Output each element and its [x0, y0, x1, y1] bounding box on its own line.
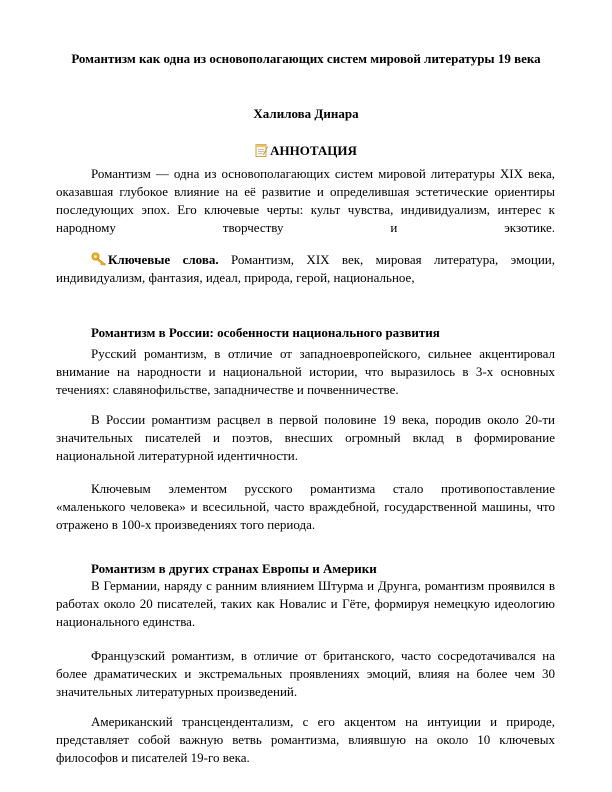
annotation-heading-text: АННОТАЦИЯ	[270, 143, 357, 158]
keywords-list: Романтизм, XIX век, мировая литература, эмоции, индивидуализм, фантазия, идеал, природа, герой, национальное,	[56, 252, 555, 285]
section-europe-paragraph-3: Американский трансцендентализм, с его акцентом на интуиции и природе, представляет собой важную ветвь романтизма, влиявшую на около 10 ключевых философов и писателей 19-го века.	[56, 714, 555, 765]
section-heading-russia: Романтизм в России: особенности национального развития	[91, 325, 440, 340]
section-europe-paragraph-2: Французский романтизм, в отличие от британского, часто сосредотачивался на более драматических и экстремальных проявлениях эмоций, влияя на более чем 30 значительных литературных произведений.	[56, 648, 555, 699]
memo-icon	[255, 143, 268, 157]
section-heading-europe-america: Романтизм в других странах Европы и Америки	[91, 561, 377, 576]
annotation-text: Романтизм — одна из основополагающих систем мировой литературы XIX века, оказавшая глубокое влияние на её развитие и определившая эстетические ориентиры последующих эпох. Его ключевые черты: культ чувства, индивидуализм, интерес к народному творчеству и экзотике.	[56, 166, 555, 235]
key-icon	[91, 252, 107, 266]
paper-title: Романтизм как одна из основополагающих систем мировой литературы 19 века	[71, 51, 541, 66]
keywords-label: Ключевые слова.	[108, 252, 219, 267]
author-name: Халилова Динара	[253, 106, 359, 121]
keywords-paragraph	[56, 251, 555, 287]
section-russia-paragraph-3: Ключевым элементом русского романтизма стало противопоставление «маленького человека» и всесильной, часто враждебной, государственной машины, что отражено в 100-х произведениях того периода.	[56, 481, 555, 532]
section-russia-paragraph-1: Русский романтизм, в отличие от западноевропейского, сильнее акцентировал внимание на народности и национальной истории, что выразилось в 3-х основных течениях: славянофильстве, западничестве и почвенничестве.	[56, 346, 555, 397]
section-europe-paragraph-1: В Германии, наряду с ранним влиянием Штурма и Друнга, романтизм проявился в работах около 20 писателей, таких как Новалис и Гёте, формируя немецкую идеологию национального единства.	[56, 578, 555, 629]
section-russia-paragraph-2: В России романтизм расцвел в первой половине 19 века, породив около 20-ти значительных писателей и поэтов, внесших огромный вклад в формирование национальной литературной идентичности.	[56, 412, 555, 463]
annotation-heading	[56, 143, 556, 159]
